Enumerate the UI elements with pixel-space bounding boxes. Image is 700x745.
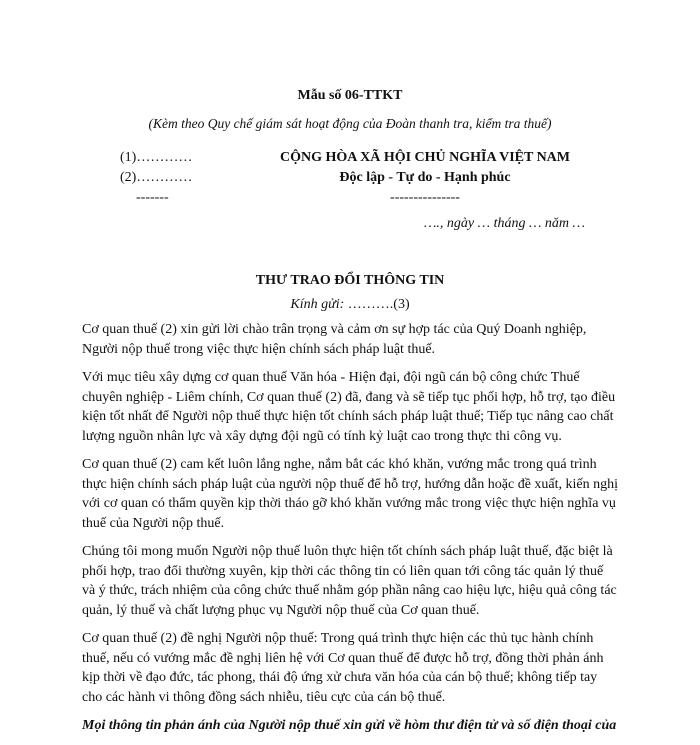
country-name: CỘNG HÒA XÃ HỘI CHỦ NGHĨA VIỆT NAM bbox=[279, 150, 570, 165]
agency-line-1: (1)………… bbox=[120, 150, 193, 165]
body-paragraph-1: Cơ quan thuế (2) xin gửi lời chào trân trọng và cảm ơn sự hợp tác của Quý Doanh nghiệp, Người nộp thuế trong việc thực hiện chính sách pháp luật thuế. bbox=[82, 322, 587, 357]
letter-title: THƯ TRAO ĐỔI THÔNG TIN bbox=[255, 273, 445, 288]
recipient-label: Kính gửi: bbox=[290, 297, 345, 312]
body-paragraph-3: Cơ quan thuế (2) cam kết luôn lắng nghe, nắm bắt các khó khăn, vướng mắc trong quá trình thực hiện chính sách pháp luật của người nộp thuế để hỗ trợ, hướng dẫn hoặc đề xuất, kiến nghị với cơ quan có thẩm quyền kịp thời tháo gỡ khó khăn vướng mắc trong việc thực hiện nghĩa vụ thuế của Người nộp thuế. bbox=[82, 457, 619, 531]
motto-separator: --------------- bbox=[390, 190, 460, 205]
attached-note: (Kèm theo Quy chế giám sát hoạt động của Đoàn thanh tra, kiểm tra thuế) bbox=[148, 116, 552, 131]
form-number: Mẫu số 06-TTKT bbox=[297, 88, 403, 103]
agency-line-2: (2)………… bbox=[120, 170, 193, 185]
recipient-line bbox=[0, 297, 700, 313]
letter-body bbox=[82, 320, 618, 745]
national-heading-block bbox=[250, 148, 600, 208]
recipient-value: ……….(3) bbox=[344, 297, 410, 312]
body-paragraph-5: Cơ quan thuế (2) đề nghị Người nộp thuế: Trong quá trình thực hiện các thủ tục hành chính thuế, nếu có vướng mắc đề nghị liên hệ với Cơ quan thuế để được hỗ trợ, đồng thời phản ánh kịp thời về đạo đức, tác phong, thái độ ứng xử chưa văn hóa của cán bộ thuế; không tiếp tay cho các hành vi thông đồng sách nhiễu, tiêu cực của cán bộ thuế. bbox=[82, 631, 604, 705]
national-motto: Độc lập - Tự do - Hạnh phúc bbox=[339, 170, 511, 185]
contact-emphasis-paragraph: Mọi thông tin phản ánh của Người nộp thuế xin gửi về hòm thư điện tử và số điện thoại của bbox=[82, 718, 617, 733]
body-paragraph-2: Với mục tiêu xây dựng cơ quan thuế Văn hóa - Hiện đại, đội ngũ cán bộ công chức Thuế chuyên nghiệp - Liêm chính, Cơ quan thuế (2) đã, đang và sẽ tiếp tục phối hợp, hỗ trợ, tạo điều kiện tốt nhất để Người nộp thuế thực hiện tốt chính sách pháp luật thuế; Tiếp tục nâng cao chất lượng nguồn nhân lực và xây dựng đội ngũ có tính kỷ luật cao trong thực thi công vụ. bbox=[82, 370, 616, 444]
issuing-agency-block bbox=[120, 148, 230, 208]
body-paragraph-4: Chúng tôi mong muốn Người nộp thuế luôn thực hiện tốt chính sách pháp luật thuế, đặc biệt là phối hợp, trao đổi thường xuyên, kịp thời các thông tin có liên quan tới công tác quản lý thuế và ý thức, trách nhiệm của công chức thuế nhằm góp phần nâng cao hiệu lực, hiệu quả công tác quản, lý thuế và chất lượng phục vụ Người nộp thuế của Cơ quan thuế. bbox=[82, 544, 617, 618]
date-line: …., ngày … tháng … năm … bbox=[423, 216, 585, 231]
agency-separator: ------- bbox=[136, 190, 169, 205]
